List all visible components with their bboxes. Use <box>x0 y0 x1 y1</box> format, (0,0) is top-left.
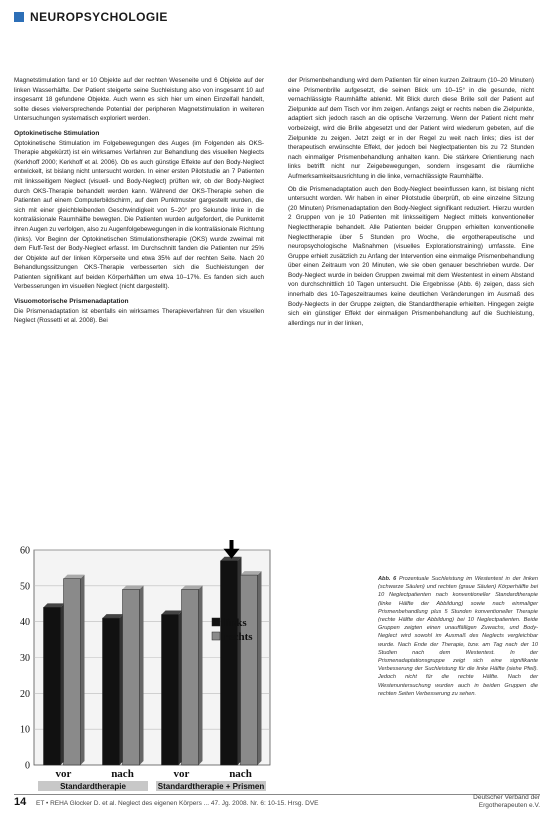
x-tick-label: nach <box>229 768 252 780</box>
legend-swatch <box>212 618 220 626</box>
bar-rechts <box>64 579 81 765</box>
y-tick-label: 40 <box>20 617 30 629</box>
bar-links <box>221 561 238 765</box>
subheading: Optokinetische Stimulation <box>14 129 100 137</box>
section-marker <box>14 12 24 22</box>
caption-label: Abb. 6 <box>378 576 397 582</box>
section-header <box>14 10 168 24</box>
bar-links <box>103 618 120 765</box>
y-tick-label: 60 <box>20 545 30 557</box>
paragraph: Magnetstimulation fand er 10 Objekte auf der rechten Weseneite und 6 Objekte auf der linken Wasserhälfte. Der Patient steigerte seine Suchleistung also von insgesamt 10 auf insgesamt 18 gefundene Objekte. Auch wenn es sich hier um einen Einzelfall handelt, sollte dieses vielversprechende Potential der peripheren Magnetstimulation in weiteren Untersuchungen systematisch exploriert werden. <box>14 77 264 123</box>
y-tick-label: 0 <box>25 760 30 772</box>
subheading: Visuomotorische Prismenadaptation <box>14 298 129 306</box>
legend-label: links <box>224 617 247 629</box>
x-tick-label: vor <box>173 768 190 780</box>
page-footer <box>14 794 540 814</box>
figure-caption <box>378 575 538 698</box>
y-tick-label: 30 <box>20 653 30 664</box>
paragraph: Optokinetische Stimulation im Folgebewegungen des Auges (im Folgenden als OKS-Therapie abgekürzt) ist ein wirksames Verfahren zur Behandlung des visuellen Neglects (Kerkhoff 2000; Kerkhoff et al. 2006). Ob es auch günstige Effekte auf den Body-Neglect entwickelt, ist bislang nicht untersucht worden. In einer ersten Pilotstudie an 7 Patienten mit linksseitigem Neglect (visuell- und Body-Neglect) prüften wir, ob der Body-Neglect durch OKS-Therapie behandelt werden kann. Während der OKS-Therapie sehen die Patienten auf einem Computerbildschirm, auf dem Punktmuster gargestellt wurden, die sich mit einer gleichbleibenden Geschwindigkeit von 5–20° pro Sekunde linke in die kontraläsionale Raumhälfte bewegten. Die Patienten wurden aufgefordert, die Punktemit ihren Augen zu verfolgen, also zu Augenfolgebewegungen in die kontraläsionale Richtung (links). Vor Beginn der Optokinetischen Stimulationstherapie (OKS) wurde zweimal mit dem Fluff-Test der Body-Neglect erfasst. Im Durchschnitt fanden die Patienten nur 25% der Objekte auf der linken Körperseite und etwa 35% auf der rechten Seite. Nach 20 Behandlungssitzungen OKS-Therapie verbesserten sich die Suchleistungen der Patienten signifikant auf beiden Körperhälften um etwa 10–17%. Es fanden sich auch Verbesserungen im visuellen Neglect (nicht dargestellt). <box>14 139 264 291</box>
y-tick-label: 10 <box>20 724 30 736</box>
paragraph: der Prismenbehandlung wird dem Patienten für einen kurzen Zeitraum (10–20 Minuten) eine Prismenbrille aufgesetzt, die seinen Blick um 10–15° in die gesunde, nicht vernachlässigte Raumhälfte ablenkt. Mit Blick durch diese Brille soll der Patient auf Zielpunkte auf dem Tisch vor ihm zeigen. Anfangs zeigt er rechts neben die Zielpunkte, adaptiert sich jedoch rasch an die optische Verzerrung. Wenn der Patient nicht mehr vorbeizeigt, wird die Brille abgesetzt und der Patient wird wiederum gebeten, auf die Zielpunkte zu zeigen. Jetzt zeigt er in der Regel zu weit nach links; dies ist der therapeutisch erwünschte Effekt, der jedoch bei Neglectpatienten bis zu 72 Stunden nach einmaliger Prismenbehandlung anhalten kann. Die stärkere Orientierung nach links betrifft nicht nur Zeigebewegungen, sondern insgesamt die räumliche Aufmerksamkeitsausrichtung in die linke, vernachlässigte Raumhälfte. <box>288 77 534 180</box>
caption-text: Prozentuale Suchleistung im Westentest in der linken (schwarze Säulen) und rechten (graue Säulen) Körperhälfte bei 10 Neglectpatienten nach konventioneller Standardtherapie (linke Hälfte der Abbildung) sowie nach einmaliger Prismenbehandlung plus 5 Stunden konventioneller Therapie (rechte Hälfte der Abbildung) bei 10 Neglectpatienten. Beide Gruppen zeigten einen unauffälligen Zuwachs, und Body-Neglect wird sowohl im Ausmaß des Neglects vergleichbar wurde. Nach Ende der Therapie, bzw. am Tag nach der 10 Studien nach dem Westentest. In der Prismenadaptationsgruppe zeigt sich eine signifikante Verbesserung der Suchleistung für die linke Hälfte (siehe Pfeil). Jedoch nicht für die rechte Hälfte. Nach der Westenuntersuchung wurden auch in beiden Gruppen die rechten Seiten Verbesserung zu sehen. <box>378 576 539 697</box>
section-title: NEUROPSYCHOLOGIE <box>30 10 168 24</box>
legend-label: rechts <box>224 631 253 643</box>
bar-links <box>162 615 179 766</box>
footer-citation: ET • REHA Glocker D. et al. Neglect des eigenen Körpers ... 47. Jg. 2008. Nr. 6: 10-15. Hrsg. DVE <box>36 800 319 807</box>
bar-side <box>81 575 85 765</box>
paragraph: Ob die Prismenadaptation auch den Body-Neglect beeinflussen kann, ist bislang nicht untersucht worden. Wir haben in einer Pilotstudie überprüft, ob eine einzelne Sitzung (20 Minuten) Prismenadaptation den Body-Neglect signifikant reduziert. Hierzu wurden 2 Gruppen von je 10 Patienten mit linksseitigem Neglect mittels konventioneller Neglecttherapie behandelt. Alle Patienten beider Gruppen erhielten konventionelle Neglecttherapie über 5 Stunden pro Woche, die ergotherapeutische und neuropsychologische Maßnahmen (visuelles Explorationstraining) umfasste. Eine Gruppe erhielt zusätzlich zu Anfang der Intervention eine einmalige Prismenbehandlung über einen Zeitraum von 20 Minuten, wie sie oben genauer beschrieben wurde. Der Body-Neglect wurde in beiden Gruppen zweimal mit dem Westentest in einem Abstand von durchschnittlich 10 Tagen untersucht. Die Ergebnisse (Abb. 6) zeigen, dass sich innerhalb des 10-Tageszeitraumes keine deutlichen Veränderungen im Ausmaß des Body-Neglects in der Gruppe zeigten, die Standardtherapie erhielten. Hingegen zeigte sich ein günstiger Effekt der einmaligen Prismenbehandlung auf die Suchleistung, allerdings nur in der linken, <box>288 185 534 327</box>
bar-side <box>258 571 262 765</box>
bar-rechts <box>123 589 140 765</box>
bar-rechts <box>182 589 199 765</box>
bar-links <box>44 607 61 765</box>
page-number: 14 <box>14 796 27 808</box>
group-label: Standardtherapie + Prismen <box>157 782 265 791</box>
publisher-line: Deutscher Verband der <box>473 794 540 801</box>
y-tick-label: 50 <box>20 581 30 593</box>
right-column <box>288 76 534 331</box>
y-tick-label: 20 <box>20 688 30 700</box>
x-tick-label: nach <box>111 768 134 780</box>
bar-side <box>199 585 203 765</box>
left-column <box>14 76 264 329</box>
group-label: Standardtherapie <box>60 782 126 791</box>
bar-rechts <box>241 575 258 765</box>
publisher-line: Ergotherapeuten e.V. <box>478 802 540 809</box>
paragraph: Die Prismenadaptation ist ebenfalls ein wirksames Therapieverfahren für den visuellen Neglect (Rossetti et al. 2008). Bei <box>14 307 264 325</box>
x-tick-label: vor <box>55 768 72 780</box>
bar-side <box>140 585 144 765</box>
publisher <box>473 794 540 810</box>
legend-swatch <box>212 632 220 640</box>
footer-rule <box>14 794 540 795</box>
figure-6-chart <box>8 540 288 800</box>
